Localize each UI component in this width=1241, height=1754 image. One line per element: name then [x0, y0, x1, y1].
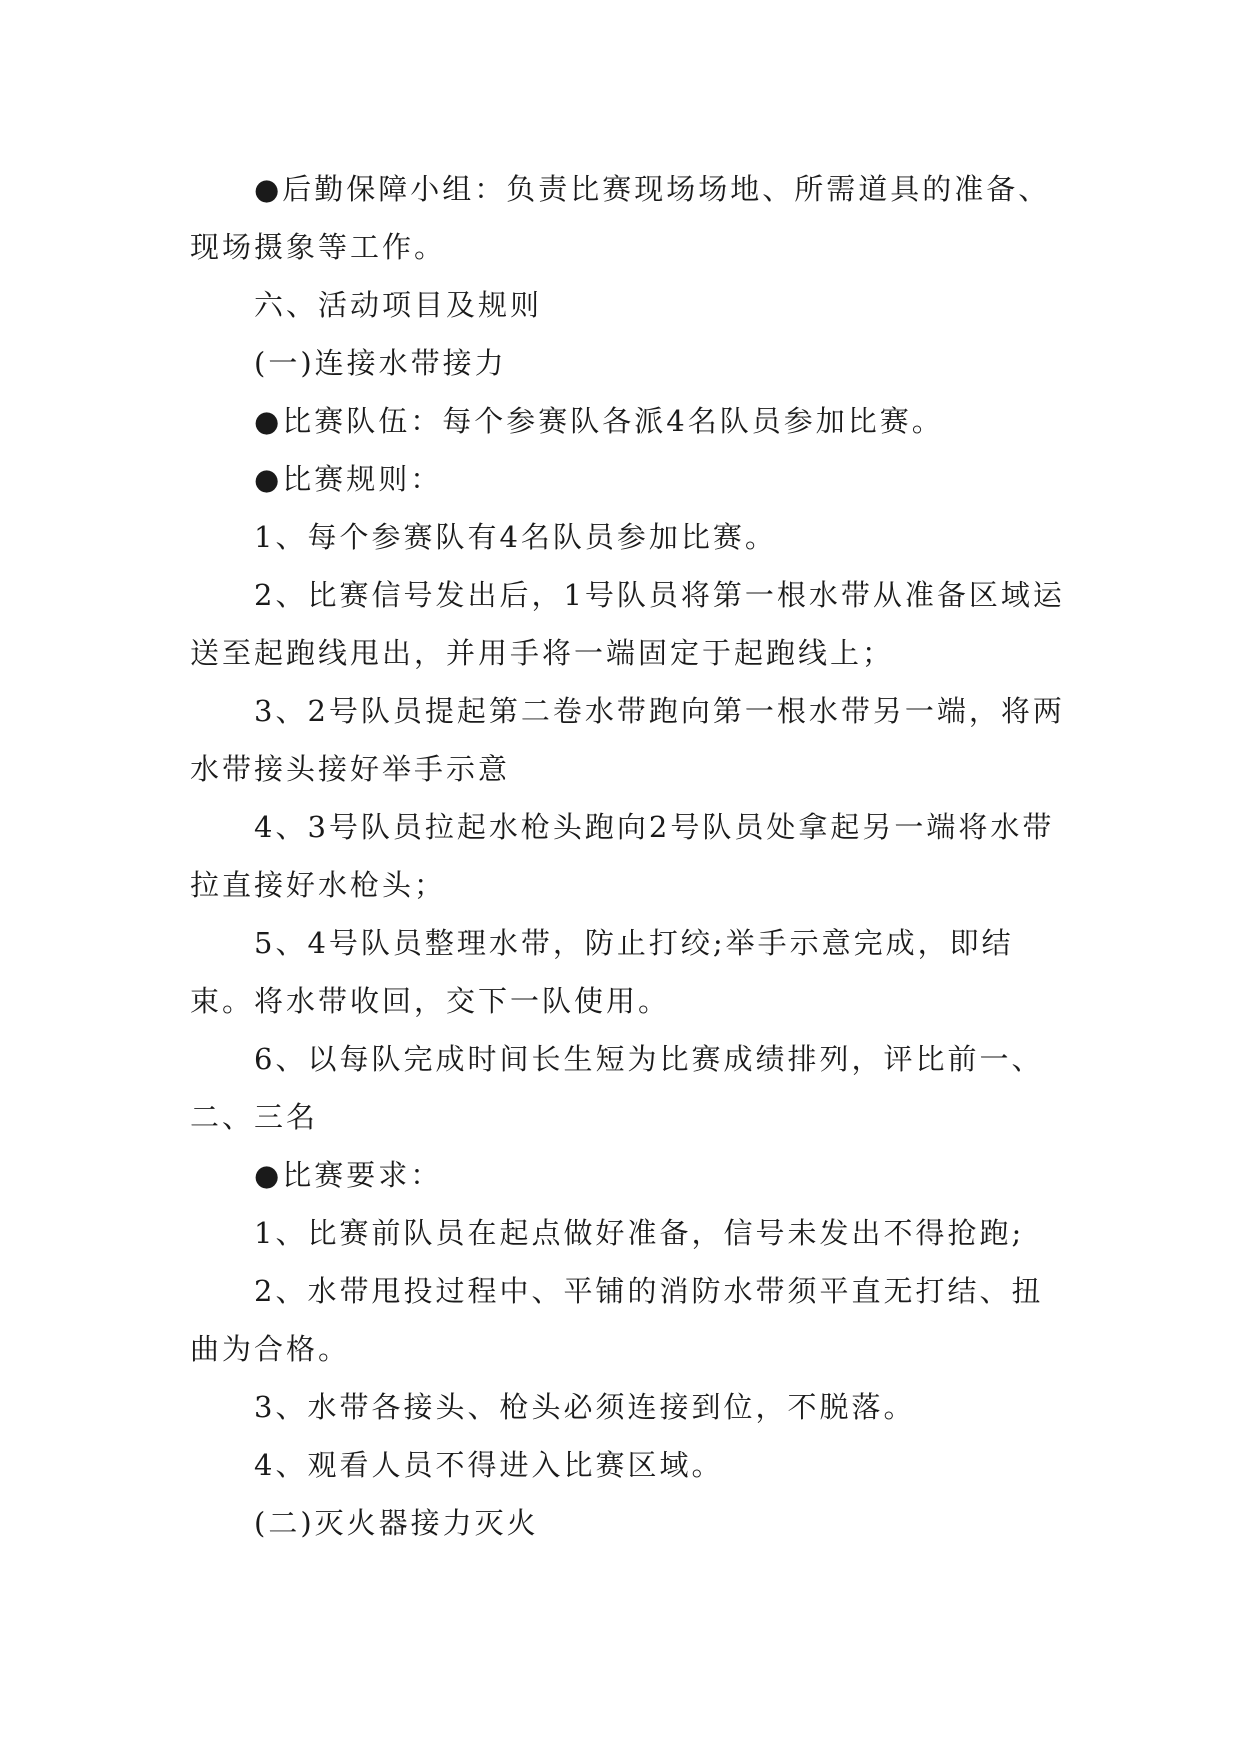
rule-item-4: 4、3号队员拉起水枪头跑向2号队员处拿起另一端将水带拉直接好水枪头；	[190, 810, 1055, 902]
document-body	[190, 160, 1070, 1552]
rule-item-3: 3、2号队员提起第二卷水带跑向第一根水带另一端，将两水带接头接好举手示意	[190, 694, 1065, 786]
paragraph-logistics-team: ●后勤保障小组：负责比赛现场场地、所需道具的准备、现场摄象等工作。	[190, 172, 1051, 264]
rule-item-1: 1、每个参赛队有4名队员参加比赛。	[254, 520, 777, 554]
requirement-item-2: 2、水带甩投过程中、平铺的消防水带须平直无打结、扭曲为合格。	[190, 1274, 1044, 1366]
requirement-item-3: 3、水带各接头、枪头必须连接到位，不脱落。	[254, 1390, 916, 1424]
paragraph-rules-heading: ●比赛规则：	[254, 462, 443, 496]
rule-item-2: 2、比赛信号发出后，1号队员将第一根水带从准备区域运送至起跑线甩出，并用手将一端固定于起跑线上；	[190, 578, 1065, 670]
paragraph-requirements-heading: ●比赛要求：	[254, 1158, 443, 1192]
subsection-heading-hose-relay: (一)连接水带接力	[254, 346, 507, 380]
paragraph-teams: ●比赛队伍：每个参赛队各派4名队员参加比赛。	[254, 404, 944, 438]
requirement-item-1: 1、比赛前队员在起点做好准备，信号未发出不得抢跑;	[254, 1216, 1025, 1250]
subsection-heading-extinguisher-relay: (二)灭火器接力灭火	[254, 1506, 539, 1540]
rule-item-6: 6、以每队完成时间长生短为比赛成绩排列，评比前一、二、三名	[190, 1042, 1044, 1134]
section-heading-activities: 六、活动项目及规则	[254, 288, 543, 322]
rule-item-5: 5、4号队员整理水带，防止打绞;举手示意完成，即结束。将水带收回，交下一队使用。	[190, 926, 1014, 1018]
requirement-item-4: 4、观看人员不得进入比赛区域。	[254, 1448, 724, 1482]
